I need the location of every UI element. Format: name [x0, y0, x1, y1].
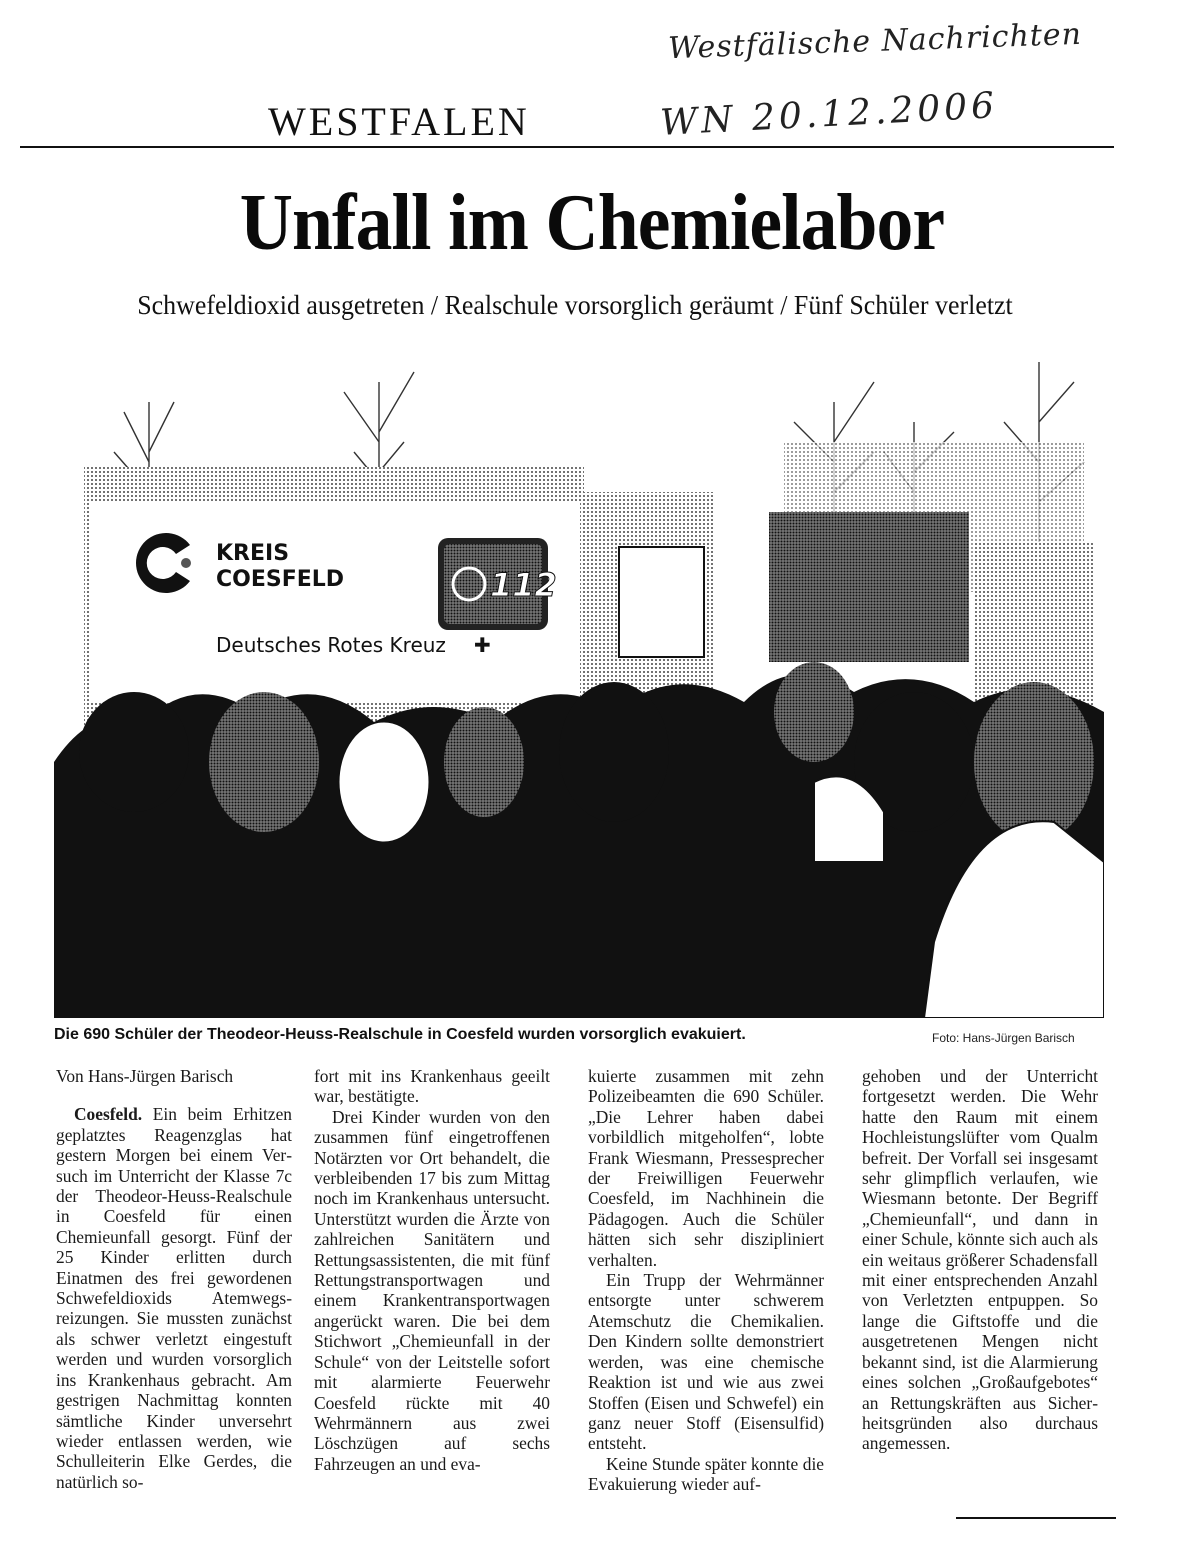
red-cross-icon: ✚ — [474, 633, 491, 657]
dateline: Coesfeld. — [74, 1104, 143, 1125]
article-paragraph: Ein Trupp der Wehrmänner entsorgte unter schwerem Atemschutz die Chemikalien. Den Kindern sollte demonstriert werden, was eine chemische Reaktion ist und wie aus zwei Stoffen (Eisen und Schwefel) ein ganz neuer Stoff (Eisensulfid) entsteht. — [588, 1270, 824, 1454]
vehicle-text-drk: Deutsches Rotes Kreuz — [216, 633, 446, 657]
vehicle-text-112: 112 — [490, 566, 557, 604]
article-column-1 — [56, 1066, 292, 1492]
header-rule — [20, 146, 1114, 148]
article-column-2 — [314, 1066, 550, 1474]
headline: Unfall im Chemielabor — [239, 179, 945, 267]
handwritten-source-note: Westfälische Nachrichten — [667, 16, 1083, 67]
section-label: WESTFALEN — [268, 99, 530, 144]
crowd-of-students — [54, 662, 1104, 1018]
paragraph-text: Ein beim Erhitzen geplatztes Reagenzglas hat gestern Morgen bei einem Versuch im Unterricht der Klasse 7c der Theodeor-Heuss-Realschule in Coesfeld für einen Chemieunfall gesorgt. Fünf der 25 Kinder erlitten durch Einatmen des frei gewordenen Schwefeldioxids Atemwegsreizungen. Sie mussten zunächst als schwer verletzt eingestuft werden und wurden vorsorglich ins Krankenhaus gebracht. Am gestrigen Nachmittag konnten sämtliche Kinder unversehrt wieder entlassen werden, wie Schulleiterin Elke Gerdes, die natürlich so- — [56, 1104, 292, 1492]
article-paragraph: fort mit ins Krankenhaus geeilt war, bestätigte. — [314, 1066, 550, 1107]
article-paragraph: Drei Kinder wurden von den zusammen fünf eingetroffenen Notärzten vor Ort behandelt, die verbleibenden 17 bis zum Mittag noch im Krankenhaus untersucht. Unterstützt wurden die Ärzte von zahlreichen Sanitätern und Rettungsassistenten, die mit fünf Rettungstransportwagen und einem Krankentransportwagen angerückt waren. Die bei dem Stichwort „Chemieunfall in der Schule“ von der Leitstelle sofort mit alarmierte Feuerwehr Coesfeld rückte mit 40 Wehrmännern aus zwei Löschzügen auf sechs Fahrzeugen an und eva- — [314, 1106, 550, 1474]
fire-truck — [769, 512, 969, 662]
article-photo — [54, 342, 1104, 1018]
vehicle-text-kreis: KREIS — [216, 541, 290, 566]
byline: Von Hans-Jürgen Barisch — [56, 1066, 234, 1086]
article-paragraph: gehoben und der Unterricht fortgesetzt werden. Die Wehr hatte den Raum mit einem Hochleistungslüfter vom Qualm befreit. Der Vorfall sei insgesamt sehr glimpflich verlaufen, wie Wiesmann betonte. Der Begriff „Chemieunfall“, und dann in einer Schule, könnte sich auch als ein weitaus größerer Schadensfall mit einer entsprechenden Anzahl von Verletzten entpuppen. So lange die Giftstoffe und die ausgetretenen Mengen nicht bekannt sind, ist die Alarmierung eines solchen „Großaufgebotes“ an Rettungskräften aus Sicherheitsgründen also durchaus angemessen. — [862, 1066, 1098, 1454]
photo-caption: Die 690 Schüler der Theodeor-Heuss-Realschule in Coesfeld wurden vorsorglich evakuiert. — [54, 1026, 746, 1043]
article-paragraph: kuierte zusammen mit zehn Polizeibeamten die 690 Schüler. „Die Lehrer haben dabei vorbildlich mitgeholfen“, lobte Frank Wiesmann, Pressesprecher der Freiwilligen Feuerwehr Coesfeld, im Nachhinein die Pädagogen. Auch die Schüler hätten sich sehr diszipliniert verhalten. — [588, 1066, 824, 1270]
article-column-4 — [862, 1066, 1098, 1454]
photo-illustration — [54, 342, 1104, 1018]
article-column-3 — [588, 1066, 824, 1495]
subheadline: Schwefeldioxid ausgetreten / Realschule vorsorglich geräumt / Fünf Schüler verletzt — [137, 290, 1013, 320]
photo-credit: Foto: Hans-Jürgen Barisch — [932, 1031, 1075, 1045]
article-paragraph — [56, 1104, 292, 1492]
article-end-rule — [956, 1517, 1116, 1519]
vehicle-text-coesfeld: COESFELD — [216, 567, 345, 592]
handwritten-date-note: WN 20.12.2006 — [659, 85, 999, 144]
article-paragraph: Keine Stunde später konnte die Evakuierung wieder auf- — [588, 1453, 824, 1495]
